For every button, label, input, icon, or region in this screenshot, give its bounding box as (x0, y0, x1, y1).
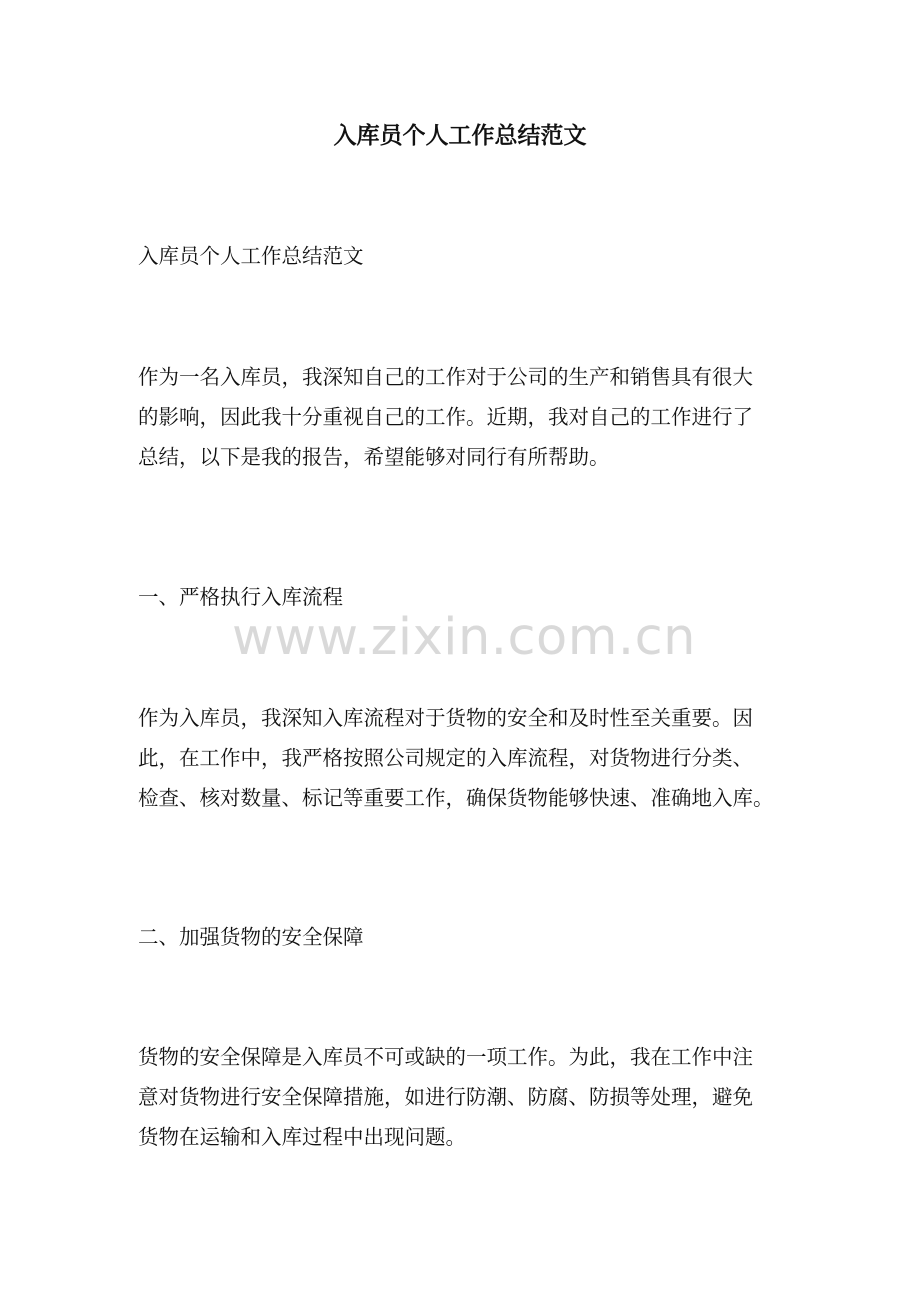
paragraph-line: 的影响，因此我十分重视自己的工作。近期，我对自己的工作进行了 (138, 405, 753, 429)
paragraph-line: 总结，以下是我的报告，希望能够对同行有所帮助。 (138, 445, 610, 469)
paragraph-line: 作为一名入库员，我深知自己的工作对于公司的生产和销售具有很大 (138, 365, 753, 389)
paragraph-line: 检查、核对数量、标记等重要工作，确保货物能够快速、准确地入库。 (138, 786, 774, 810)
document-subtitle: 入库员个人工作总结范文 (138, 244, 364, 268)
paragraph-line: 意对货物进行安全保障措施，如进行防潮、防腐、防损等处理，避免 (138, 1085, 753, 1109)
section-2-paragraph (138, 1037, 798, 1157)
paragraph-line: 此，在工作中，我严格按照公司规定的入库流程，对货物进行分类、 (138, 746, 753, 770)
section-1-heading: 一、严格执行入库流程 (138, 585, 343, 609)
section-2-heading: 二、加强货物的安全保障 (138, 925, 364, 949)
paragraph-line: 货物的安全保障是入库员不可或缺的一项工作。为此，我在工作中注 (138, 1045, 753, 1069)
document-title: 入库员个人工作总结范文 (333, 122, 587, 149)
paragraph-line: 货物在运输和入库过程中出现问题。 (138, 1125, 466, 1149)
watermark: www.zixin.com.cn (232, 608, 696, 667)
section-1-paragraph (138, 698, 798, 818)
intro-paragraph (138, 357, 798, 477)
paragraph-line: 作为入库员，我深知入库流程对于货物的安全和及时性至关重要。因 (138, 706, 753, 730)
